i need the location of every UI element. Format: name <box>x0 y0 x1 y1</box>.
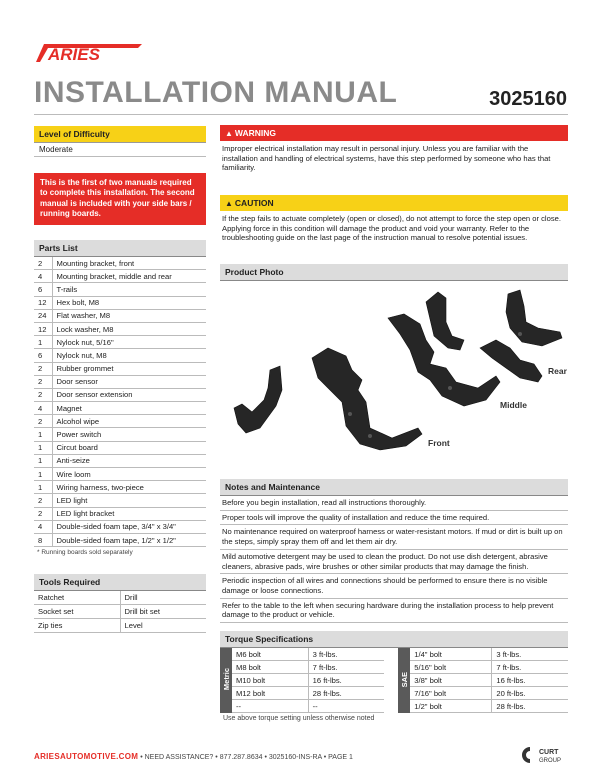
parts-row <box>34 296 206 309</box>
sae-bolt: 1/2" bolt <box>410 700 492 713</box>
product-photo-title: Product Photo <box>220 264 568 281</box>
note-item: Proper tools will improve the quality of installation and reduce the time required. <box>220 511 568 526</box>
tool-item: Drill bit set <box>120 605 206 619</box>
part-name: Door sensor extension <box>52 388 206 401</box>
parts-row <box>34 388 206 401</box>
label-front: Front <box>428 438 450 448</box>
sae-torque: 3 ft-lbs. <box>492 648 568 661</box>
notes-section <box>220 479 568 623</box>
torque-section <box>220 631 568 724</box>
part-qty: 4 <box>34 402 52 415</box>
parts-row <box>34 309 206 322</box>
part-qty: 8 <box>34 533 52 546</box>
sae-bolt: 3/8" bolt <box>410 674 492 687</box>
part-qty: 2 <box>34 362 52 375</box>
parts-row <box>34 375 206 388</box>
part-qty: 1 <box>34 428 52 441</box>
caution-section <box>220 195 568 246</box>
part-name: T-rails <box>52 283 206 296</box>
metric-side-label: Metric <box>220 648 232 713</box>
parts-table <box>34 257 206 547</box>
parts-list <box>34 240 206 558</box>
parts-row <box>34 481 206 494</box>
sae-torque: 7 ft-lbs. <box>492 661 568 674</box>
parts-list-title: Parts List <box>34 240 206 257</box>
torque-title: Torque Specifications <box>220 631 568 648</box>
part-name: Wire loom <box>52 468 206 481</box>
note-item: No maintenance required on waterproof harness or water-resistant motors. If mud or dirt is built up on the steps, simply spray them off and let them air dry. <box>220 525 568 549</box>
metric-torque: -- <box>308 700 384 713</box>
metric-bolt: M6 bolt <box>232 648 308 661</box>
part-name: Nylock nut, M8 <box>52 349 206 362</box>
part-name: Nylock nut, 5/16" <box>52 336 206 349</box>
metric-torque: 28 ft-lbs. <box>308 687 384 700</box>
tools-row <box>34 619 206 633</box>
metric-torque: 16 ft-lbs. <box>308 674 384 687</box>
curt-group-logo <box>521 744 567 766</box>
tools-row <box>34 591 206 605</box>
two-manuals-notice: This is the first of two manuals required to complete this installation. The second manual is included with your side bars / running boards. <box>34 173 206 225</box>
parts-row <box>34 468 206 481</box>
part-qty: 1 <box>34 454 52 467</box>
sae-torque: 20 ft-lbs. <box>492 687 568 700</box>
metric-torque: 3 ft-lbs. <box>308 648 384 661</box>
part-qty: 1 <box>34 481 52 494</box>
part-name: Double-sided foam tape, 3/4" x 3/4" <box>52 520 206 533</box>
part-name: Power switch <box>52 428 206 441</box>
part-qty: 2 <box>34 507 52 520</box>
part-qty: 12 <box>34 322 52 335</box>
difficulty-value: Moderate <box>34 143 206 157</box>
warning-text: Improper electrical installation may result in personal injury. Unless you are familiar with the installation and handling of electrical systems, have this step performed by someone who has that familiarity. <box>222 144 551 173</box>
part-qty: 1 <box>34 336 52 349</box>
torque-row <box>220 648 568 661</box>
curt-text: CURT <box>539 749 559 756</box>
parts-row <box>34 533 206 546</box>
tools-required <box>34 574 206 633</box>
caution-label: CAUTION <box>234 198 274 208</box>
part-qty: 4 <box>34 520 52 533</box>
product-photo <box>220 278 568 468</box>
parts-row <box>34 257 206 270</box>
parts-row <box>34 507 206 520</box>
label-middle: Middle <box>500 400 527 410</box>
part-qty: 2 <box>34 415 52 428</box>
note-item: Refer to the table to the left when securing hardware during the installation process to help prevent damage to the product or vehicle. <box>220 599 568 623</box>
parts-row <box>34 428 206 441</box>
part-number: 3025160 <box>489 88 567 110</box>
aries-logo <box>34 40 144 64</box>
tool-item: Level <box>120 619 206 633</box>
warning-label: WARNING <box>234 128 277 138</box>
parts-row <box>34 520 206 533</box>
metric-torque: 7 ft-lbs. <box>308 661 384 674</box>
warning-section <box>220 125 568 176</box>
notes-list <box>220 496 568 623</box>
parts-row <box>34 362 206 375</box>
label-rear: Rear <box>548 366 567 376</box>
metric-bolt: M8 bolt <box>232 661 308 674</box>
parts-row <box>34 322 206 335</box>
metric-bolt: M12 bolt <box>232 687 308 700</box>
difficulty-section <box>34 126 206 157</box>
logo-text: ARIES <box>48 45 100 64</box>
footer-phone: 877.287.8634 <box>219 754 263 761</box>
tool-item: Ratchet <box>34 591 120 605</box>
footer-website[interactable]: ARIESAUTOMOTIVE.COM <box>34 752 139 761</box>
part-qty: 1 <box>34 441 52 454</box>
warning-icon: ▲ <box>225 129 233 138</box>
parts-row <box>34 283 206 296</box>
part-name: Magnet <box>52 402 206 415</box>
part-name: LED light <box>52 494 206 507</box>
part-qty: 6 <box>34 283 52 296</box>
note-item: Before you begin installation, read all instructions thoroughly. <box>220 496 568 511</box>
part-qty: 6 <box>34 349 52 362</box>
caution-text: If the step fails to actuate completely (open or closed), do not attempt to force the step open or close. Applying force in this condition will damage the product and void your warranty. Refer to the troubleshooting guide on the last page of the instruction manual to resolve potential issues. <box>222 214 561 243</box>
part-qty: 2 <box>34 388 52 401</box>
part-name: Mounting bracket, front <box>52 257 206 270</box>
part-name: Double-sided foam tape, 1/2" x 1/2" <box>52 533 206 546</box>
tool-item: Socket set <box>34 605 120 619</box>
part-qty: 12 <box>34 296 52 309</box>
sae-torque: 16 ft-lbs. <box>492 674 568 687</box>
metric-bolt: -- <box>232 700 308 713</box>
tool-item: Zip ties <box>34 619 120 633</box>
footer-doc-id: 3025160-INS-RA <box>268 754 322 761</box>
parts-row <box>34 415 206 428</box>
part-name: Circut board <box>52 441 206 454</box>
group-text: GROUP <box>539 758 562 764</box>
page-title: INSTALLATION MANUAL <box>34 76 398 109</box>
part-qty: 2 <box>34 257 52 270</box>
part-name: Mounting bracket, middle and rear <box>52 270 206 283</box>
parts-row <box>34 270 206 283</box>
note-item: Periodic inspection of all wires and connections should be performed to ensure there is no visible damage or loose connections. <box>220 574 568 598</box>
difficulty-label: Level of Difficulty <box>34 126 206 143</box>
header-divider <box>34 114 568 115</box>
tools-row <box>34 605 206 619</box>
part-name: Rubber grommet <box>52 362 206 375</box>
parts-row <box>34 336 206 349</box>
tools-table <box>34 591 206 633</box>
part-qty: 24 <box>34 309 52 322</box>
tool-item: Drill <box>120 591 206 605</box>
part-qty: 2 <box>34 375 52 388</box>
part-name: Flat washer, M8 <box>52 309 206 322</box>
part-name: Alcohol wipe <box>52 415 206 428</box>
part-qty: 4 <box>34 270 52 283</box>
parts-row <box>34 402 206 415</box>
part-name: Lock washer, M8 <box>52 322 206 335</box>
sae-side-label: SAE <box>398 648 410 713</box>
tools-title: Tools Required <box>34 574 206 591</box>
parts-row <box>34 494 206 507</box>
parts-footnote: * Running boards sold separately <box>37 549 133 557</box>
sae-bolt: 5/16" bolt <box>410 661 492 674</box>
footer: ARIESAUTOMOTIVE.COM • NEED ASSISTANCE? • 877.287.8634 • 3025160-INS-RA • PAGE 1 <box>34 752 353 761</box>
part-qty: 1 <box>34 468 52 481</box>
footer-page: PAGE 1 <box>328 754 353 761</box>
sae-torque: 28 ft-lbs. <box>492 700 568 713</box>
part-name: LED light bracket <box>52 507 206 520</box>
caution-icon: ▲ <box>225 199 233 208</box>
footer-assist: NEED ASSISTANCE? <box>144 754 214 761</box>
parts-row <box>34 441 206 454</box>
part-qty: 2 <box>34 494 52 507</box>
part-name: Door sensor <box>52 375 206 388</box>
parts-row <box>34 454 206 467</box>
notes-title: Notes and Maintenance <box>220 479 568 496</box>
torque-table <box>220 648 568 713</box>
metric-bolt: M10 bolt <box>232 674 308 687</box>
part-name: Wiring harness, two-piece <box>52 481 206 494</box>
part-name: Hex bolt, M8 <box>52 296 206 309</box>
sae-bolt: 7/16" bolt <box>410 687 492 700</box>
part-name: Anti-seize <box>52 454 206 467</box>
parts-row <box>34 349 206 362</box>
sae-bolt: 1/4" bolt <box>410 648 492 661</box>
note-item: Mild automotive detergent may be used to clean the product. Do not use dish detergent, abrasive cleaners, abrasive pads, wire brushes or other similar products that may damage the finish. <box>220 550 568 574</box>
torque-note: Use above torque setting unless otherwise noted <box>223 715 375 722</box>
brackets-illustration <box>220 278 568 468</box>
